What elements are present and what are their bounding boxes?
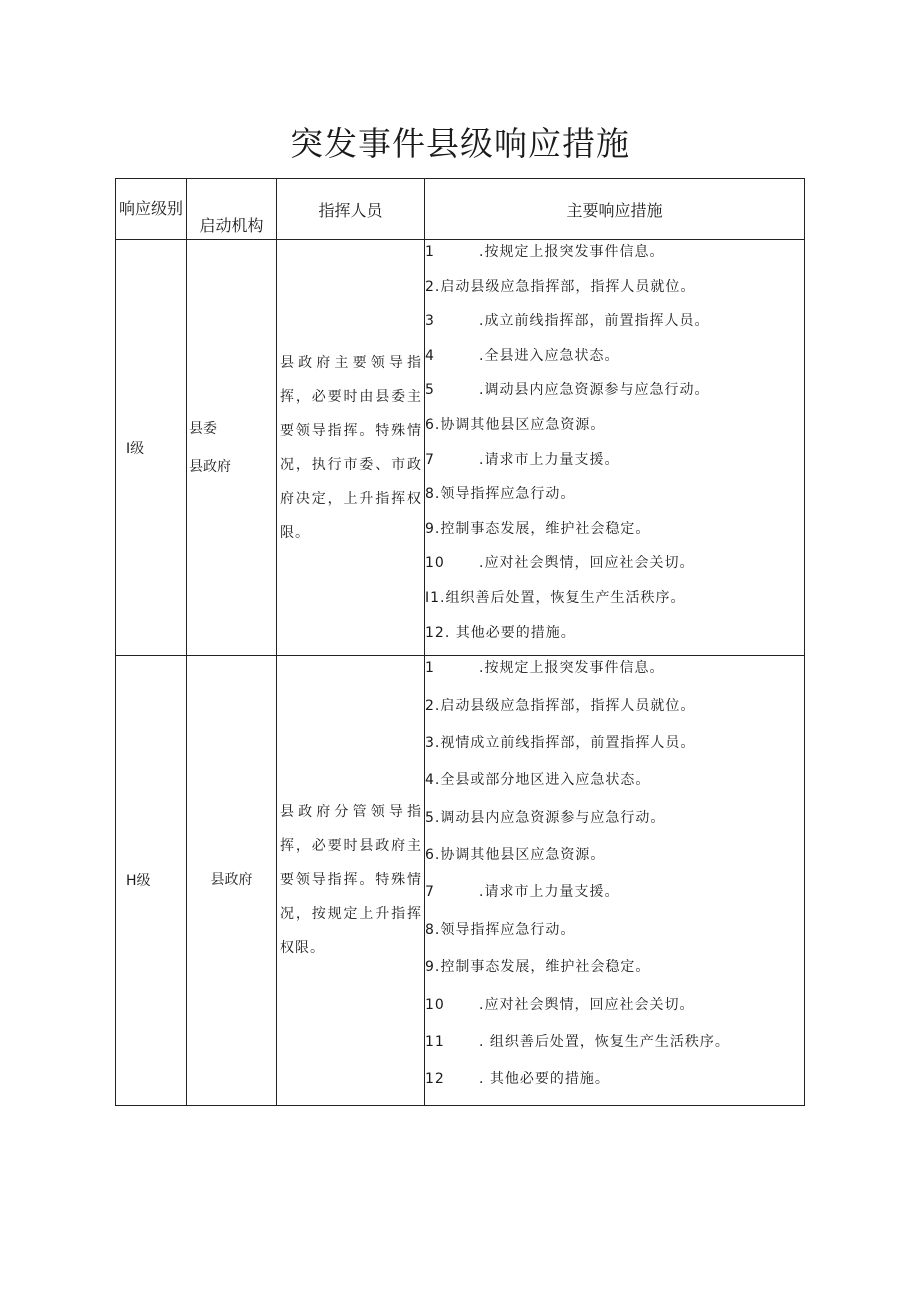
measure-item	[425, 240, 804, 275]
measure-text: . 组织善后处置，恢复生产生活秩序。	[479, 1034, 730, 1051]
measures-cell	[425, 240, 805, 656]
measure-number: 11	[425, 1034, 445, 1051]
measure-number: 9.	[425, 520, 441, 537]
page-title: 突发事件县级响应措施	[290, 124, 630, 163]
measure-text: 控制事态发展，维护社会稳定。	[440, 959, 651, 976]
measure-text: 控制事态发展，维护社会稳定。	[440, 520, 651, 537]
measure-text: 调动县内应急资源参与应急行动。	[440, 809, 666, 826]
org-cell	[187, 240, 277, 656]
measure-item	[425, 806, 804, 843]
measure-text: .应对社会舆情，回应社会关切。	[479, 996, 695, 1013]
measure-text: .请求市上力量支援。	[479, 451, 620, 468]
measure-number: 2.	[425, 278, 441, 295]
measure-item	[425, 768, 804, 805]
measure-item	[425, 482, 804, 517]
measure-number: 4	[425, 347, 435, 364]
measure-number: 3.	[425, 734, 441, 751]
measures-cell	[425, 656, 805, 1106]
measure-item	[425, 378, 804, 413]
header-org: 启动机构	[187, 179, 277, 240]
measure-item	[425, 344, 804, 379]
measure-number: 4.	[425, 772, 441, 789]
measure-item	[425, 1030, 804, 1067]
measure-number: 8.	[425, 921, 441, 938]
measure-number: 7	[425, 451, 435, 468]
header-level: 响应级别	[116, 179, 187, 240]
measure-text: .按规定上报突发事件信息。	[479, 244, 665, 260]
measure-text: .请求市上力量支援。	[479, 884, 620, 901]
table-row	[116, 240, 805, 656]
header-commander: 指挥人员	[277, 179, 425, 240]
measure-text: 领导指挥应急行动。	[440, 921, 576, 938]
measure-number: 7	[425, 884, 435, 901]
measure-number: 12	[425, 1071, 445, 1088]
measure-item	[425, 413, 804, 448]
measure-item	[425, 843, 804, 880]
commander-cell: 县政府主要领导指挥，必要时由县委主要领导指挥。特殊情况，执行市委、市政府决定，上升指挥权限。	[277, 240, 425, 656]
measure-item	[425, 918, 804, 955]
measure-text: 启动县级应急指挥部，指挥人员就位。	[440, 278, 696, 295]
measure-number: 9.	[425, 959, 441, 976]
measure-text: 启动县级应急指挥部，指挥人员就位。	[440, 697, 696, 714]
measure-item	[425, 275, 804, 310]
commander-cell: 县政府分管领导指挥，必要时县政府主要领导指挥。特殊情况，按规定上升指挥权限。	[277, 656, 425, 1106]
measure-item	[425, 731, 804, 768]
measure-text: 协调其他县区应急资源。	[440, 847, 606, 864]
measure-item	[425, 309, 804, 344]
measure-item	[425, 1067, 804, 1104]
measure-number: 5	[425, 382, 435, 399]
measure-text: .全县进入应急状态。	[479, 347, 620, 364]
measure-text: .成立前线指挥部，前置指挥人员。	[479, 313, 710, 330]
measure-item	[425, 656, 804, 693]
measure-number: 6.	[425, 416, 441, 433]
response-table	[115, 178, 805, 1106]
measure-text: .应对社会舆情，回应社会关切。	[479, 555, 695, 572]
measure-number: 6.	[425, 847, 441, 864]
measure-text: 视情成立前线指挥部，前置指挥人员。	[440, 734, 696, 751]
measure-number: 12.	[425, 624, 451, 641]
measure-text: .调动县内应急资源参与应急行动。	[479, 382, 710, 399]
measure-text: 其他必要的措施。	[450, 624, 576, 641]
org-cell	[187, 656, 277, 1106]
header-measures: 主要响应措施	[425, 179, 805, 240]
org-line: 县委	[189, 420, 217, 437]
measure-number: 5.	[425, 809, 441, 826]
measure-item	[425, 955, 804, 992]
header-row	[116, 179, 805, 240]
measure-text: 组织善后处置，恢复生产生活秩序。	[445, 589, 686, 606]
measure-text: 全县或部分地区进入应急状态。	[440, 772, 651, 789]
measure-item	[425, 517, 804, 552]
measure-text: 领导指挥应急行动。	[440, 486, 576, 503]
level-cell: H级	[116, 656, 187, 1106]
measure-text: .按规定上报突发事件信息。	[479, 660, 665, 677]
measure-item	[425, 621, 804, 656]
org-line: 县政府	[210, 872, 253, 889]
measure-text: 协调其他县区应急资源。	[440, 416, 606, 433]
measure-number: 1	[425, 244, 435, 260]
measure-number: 2.	[425, 697, 441, 714]
level-cell: I级	[116, 240, 187, 656]
measure-item	[425, 694, 804, 731]
measure-number: 1	[425, 660, 435, 677]
measure-item	[425, 586, 804, 621]
table-row	[116, 656, 805, 1106]
measure-item	[425, 448, 804, 483]
measure-item	[425, 880, 804, 917]
measure-item	[425, 993, 804, 1030]
org-line: 县政府	[189, 458, 231, 475]
measure-number: I1.	[425, 589, 446, 606]
measure-text: . 其他必要的措施。	[479, 1071, 610, 1088]
measure-item	[425, 551, 804, 586]
measure-number: 10	[425, 555, 445, 572]
measure-number: 8.	[425, 486, 441, 503]
measure-number: 3	[425, 313, 435, 330]
measure-number: 10	[425, 996, 445, 1013]
